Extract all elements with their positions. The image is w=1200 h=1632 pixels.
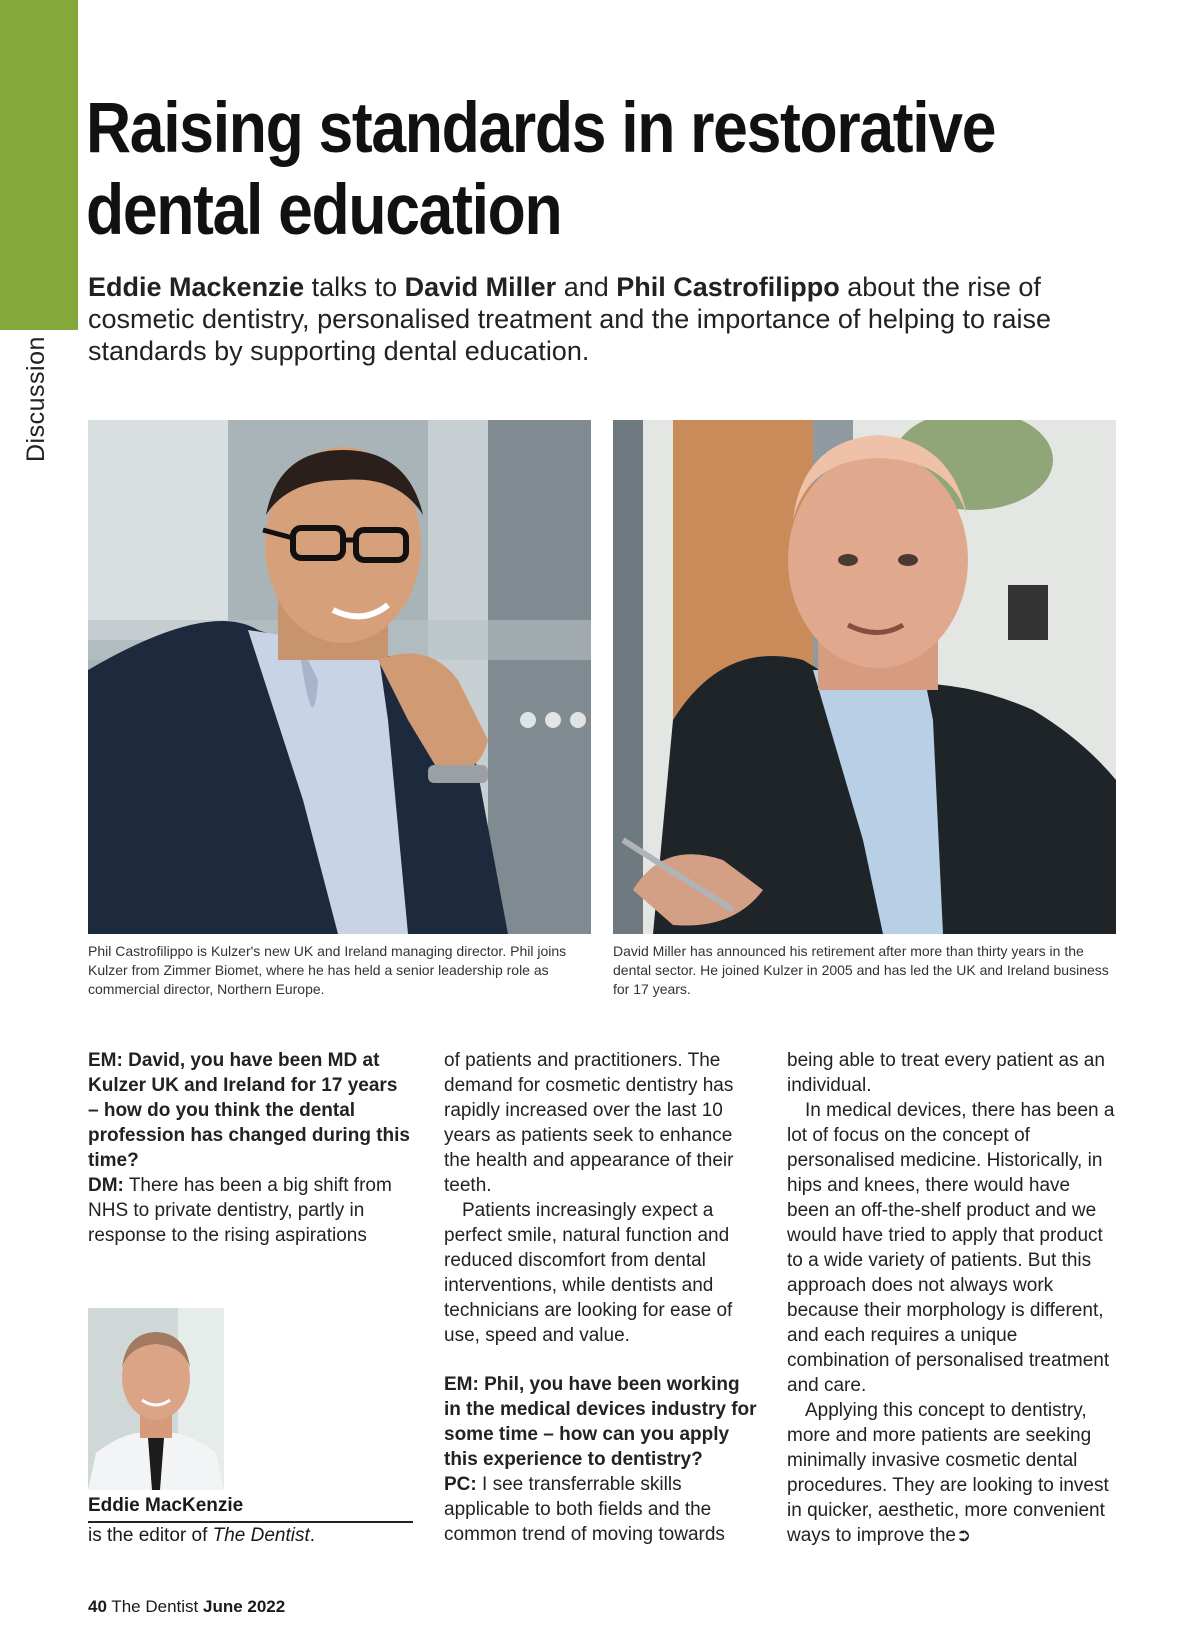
standfirst-name-david: David Miller <box>404 272 557 302</box>
section-label: Discussion <box>22 336 50 462</box>
photo-caption-left: Phil Castrofilippo is Kulzer's new UK and Ireland managing director. Phil joins Kulzer from Zimmer Biomet, where he has held a senior leadership role as commercial director, Northern Europe. <box>88 943 567 997</box>
issue-date: June 2022 <box>203 1597 286 1616</box>
paragraph: Applying this concept to dentistry, more and more patients are seeking minimally invasive cosmetic dental procedures. They are looking to invest in quicker, aesthetic, more convenient ways to improve the➲ <box>787 1400 1109 1546</box>
question-2: EM: Phil, you have been working in the medical devices industry for some time – how can you apply this experience to dentistry? <box>444 1374 757 1470</box>
answer-1: DM: There has been a big shift from NHS to private dentistry, partly in response to the rising aspirations <box>88 1175 392 1246</box>
publication-name: The Dentist <box>212 1525 310 1546</box>
page-number: 40 <box>88 1597 107 1616</box>
author-photo <box>88 1308 224 1490</box>
footer-publication: The Dentist <box>106 1597 203 1616</box>
photo-caption-right: David Miller has announced his retirement after more than thirty years in the dental sector. He joined Kulzer in 2005 and has led the UK and Ireland business for 17 years. <box>613 943 1109 997</box>
article-column-2 <box>444 1048 759 1547</box>
article-column-1 <box>88 1048 413 1248</box>
paragraph: being able to treat every patient as an individual. <box>787 1050 1105 1096</box>
standfirst-name-eddie: Eddie Mackenzie <box>88 272 305 302</box>
speaker-pc: PC: <box>444 1474 477 1495</box>
answer-2: PC: I see transferrable skills applicable to both fields and the common trend of moving towards <box>444 1474 725 1545</box>
standfirst-name-phil: Phil Castrofilippo <box>616 272 840 302</box>
article-title: Raising standards in restorative dental education <box>86 89 996 250</box>
question-1: EM: David, you have been MD at Kulzer UK and Ireland for 17 years – how do you think the dental profession has changed during this time? <box>88 1050 410 1171</box>
photo-phil-castrofilippo <box>88 420 591 934</box>
article-column-3 <box>787 1048 1117 1548</box>
paragraph: Patients increasingly expect a perfect smile, natural function and reduced discomfort from dental interventions, while dentists and technicians are looking for ease of use, speed and value. <box>444 1200 733 1346</box>
page-footer <box>88 1596 285 1618</box>
author-name: Eddie MacKenzie <box>88 1494 413 1523</box>
continue-arrow-icon: ➲ <box>955 1525 972 1545</box>
article-standfirst: Eddie Mackenzie talks to David Miller and Phil Castrofilippo about the rise of cosmetic dentistry, personalised treatment and the importance of helping to raise standards by supporting dental education. <box>88 272 1052 366</box>
author-bio: is the editor of The Dentist. <box>88 1525 316 1546</box>
paragraph: of patients and practitioners. The demand for cosmetic dentistry has rapidly increased over the last 10 years as patients seek to enhance the health and appearance of their teeth. <box>444 1050 734 1196</box>
paragraph: In medical devices, there has been a lot of focus on the concept of personalised medicine. Historically, in hips and knees, there would have been an off-the-shelf product and we would have tried to apply that product to a wide variety of patients. But this approach does not always work because their morphology is different, and each requires a unique combination of personalised treatment and care. <box>787 1100 1115 1396</box>
section-color-bar <box>0 0 78 330</box>
speaker-dm: DM: <box>88 1175 124 1196</box>
photo-david-miller <box>613 420 1116 934</box>
